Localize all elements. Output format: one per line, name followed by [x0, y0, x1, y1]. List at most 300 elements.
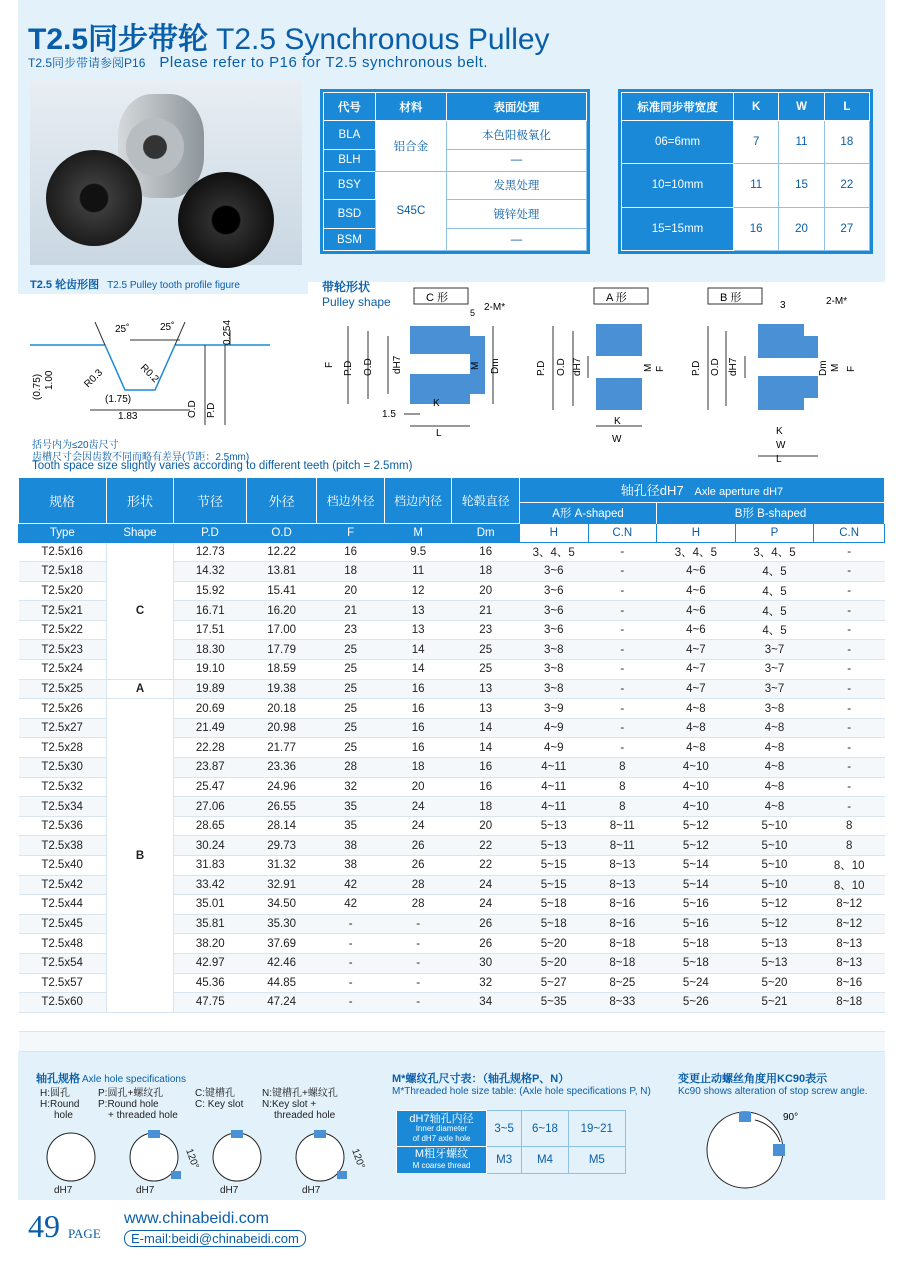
spec-cell: 3~8 [735, 699, 814, 719]
spec-cell: T2.5x60 [19, 993, 107, 1013]
spec-cell: 8~18 [588, 934, 657, 954]
material-table [323, 92, 587, 251]
spec-cell: - [317, 914, 385, 934]
spec-cell: 21 [317, 601, 385, 621]
mat-material: 铝合金 [375, 121, 446, 172]
spec-cell: 15.41 [246, 581, 317, 601]
spec-cell: 8~18 [588, 953, 657, 973]
tooth-note-en: Tooth space size slightly varies according to different teeth (pitch = 2.5mm) [32, 460, 413, 472]
mat-treatment: — [446, 229, 586, 251]
col-m-en: M [384, 523, 452, 542]
spec-cell: T2.5x24 [19, 660, 107, 680]
thread-cell: M3 [487, 1147, 522, 1174]
spec-cell: 32.91 [246, 875, 317, 895]
col-dm: 轮毂直径 [452, 478, 520, 523]
spec-cell: 21.49 [174, 718, 247, 738]
spec-cell: 4~10 [657, 797, 736, 817]
spec-cell: - [588, 542, 657, 562]
bw-header: K [734, 93, 779, 121]
spec-cell: - [384, 934, 452, 954]
spec-cell: 8~16 [588, 914, 657, 934]
spec-cell: 8~12 [814, 914, 885, 934]
spec-cell: 13 [384, 620, 452, 640]
spec-cell: 13 [384, 601, 452, 621]
spec-cell: T2.5x32 [19, 777, 107, 797]
axle-c-label: C:键槽孔 C: Key slot [195, 1088, 244, 1110]
spec-cell: 16 [452, 758, 520, 778]
spec-cell: 5~13 [519, 836, 588, 856]
thread-cell: M4 [522, 1147, 568, 1174]
spec-cell: 19.38 [246, 679, 317, 699]
svg-text:O.D: O.D [710, 358, 721, 376]
spec-cell: 3~6 [519, 562, 588, 582]
svg-text:W: W [612, 434, 622, 445]
dim-0254: 0.254 [222, 319, 233, 345]
col-b-p: P [735, 523, 814, 542]
spec-cell: 3、4、5 [519, 542, 588, 562]
spec-cell: 17.00 [246, 620, 317, 640]
spec-cell: 45.36 [174, 973, 247, 993]
spec-cell: 30.24 [174, 836, 247, 856]
col-pd-en: P.D [174, 523, 247, 542]
spec-cell: 5~14 [657, 856, 736, 876]
mat-material: S45C [375, 171, 446, 250]
spec-cell: 28 [384, 895, 452, 915]
spec-cell: 35.81 [174, 914, 247, 934]
spec-cell: 16 [384, 679, 452, 699]
footer [28, 1208, 299, 1246]
spec-cell: 29.73 [246, 836, 317, 856]
spec-cell: 16 [384, 699, 452, 719]
axle-h-label: H:圆孔 H:Round hole [40, 1088, 80, 1121]
spec-cell: 32 [317, 777, 385, 797]
spec-cell: T2.5x21 [19, 601, 107, 621]
spec-cell: T2.5x48 [19, 934, 107, 954]
spec-cell: 4~7 [657, 660, 736, 680]
bw-width: 10=10mm [622, 164, 734, 207]
spec-cell: 16.71 [174, 601, 247, 621]
spec-cell: 4~6 [657, 620, 736, 640]
col-pd: 节径 [174, 478, 247, 523]
spec-cell: - [588, 699, 657, 719]
spec-cell: 19.10 [174, 660, 247, 680]
spec-cell: 8、10 [814, 856, 885, 876]
spec-cell: 4~10 [657, 758, 736, 778]
spec-cell: 21 [452, 601, 520, 621]
spec-cell: 11 [384, 562, 452, 582]
spec-cell: T2.5x38 [19, 836, 107, 856]
page-subtitle: T2.5同步带请参阅P16 Please refer to P16 for T2.5 synchronous belt. [28, 54, 489, 71]
spec-cell: - [814, 542, 885, 562]
spec-cell: 22 [452, 836, 520, 856]
black-pulley-image [46, 150, 142, 246]
spec-cell: 4~6 [657, 562, 736, 582]
spec-cell: 5~16 [657, 914, 736, 934]
spec-cell: - [814, 581, 885, 601]
pulley-shape-heading: 带轮形状 Pulley shape [322, 280, 391, 309]
spec-cell: 5~12 [657, 816, 736, 836]
axle-p-label: P:圆孔+螺纹孔 P:Round hole + threaded hole [98, 1088, 178, 1121]
spec-cell: 5~16 [657, 895, 736, 915]
svg-text:dH7: dH7 [728, 357, 739, 376]
bw-header: 标准同步带宽度 [622, 93, 734, 121]
spec-cell: - [814, 620, 885, 640]
website-link[interactable]: www.chinabeidi.com [124, 1210, 269, 1227]
spec-cell: T2.5x45 [19, 914, 107, 934]
key-slot-threaded-hole-icon [296, 1133, 344, 1181]
spec-cell: 25 [317, 738, 385, 758]
spec-cell: 23 [452, 620, 520, 640]
spec-cell: T2.5x36 [19, 816, 107, 836]
spec-cell: - [588, 601, 657, 621]
spec-cell: - [588, 738, 657, 758]
spec-cell: 4~8 [735, 718, 814, 738]
thread-row1-label: dH7轴孔内径 Inner diameter of dH7 axle hole [397, 1111, 487, 1147]
spec-cell: T2.5x26 [19, 699, 107, 719]
spec-cell: 5~20 [735, 973, 814, 993]
svg-text:2-M*: 2-M* [826, 296, 848, 307]
spec-cell: 5~12 [735, 895, 814, 915]
spec-cell: 13 [452, 679, 520, 699]
spec-cell: - [384, 973, 452, 993]
spec-cell: - [588, 562, 657, 582]
spec-cell: - [384, 953, 452, 973]
spec-cell: 25 [317, 718, 385, 738]
spec-cell: 4~8 [657, 699, 736, 719]
svg-text:dH7: dH7 [54, 1185, 73, 1196]
spec-cell: 5~10 [735, 856, 814, 876]
spec-cell: 20.98 [246, 718, 317, 738]
svg-text:M: M [643, 363, 654, 372]
thread-cell: M5 [568, 1147, 625, 1174]
spec-cell: 3~6 [519, 581, 588, 601]
svg-text:dH7: dH7 [572, 357, 583, 376]
mat-treatment: 本色阳极氧化 [446, 121, 586, 150]
round-hole-icon [47, 1133, 95, 1181]
b-shape-label: B 形 [720, 292, 742, 304]
spec-cell: - [384, 914, 452, 934]
spec-cell: T2.5x57 [19, 973, 107, 993]
spec-cell: 12.73 [174, 542, 247, 562]
bw-header: L [824, 93, 869, 121]
dim-175: (1.75) [105, 394, 132, 405]
spec-shape-cell: A [106, 679, 174, 699]
spec-cell: 25 [452, 660, 520, 680]
bw-header: W [779, 93, 824, 121]
axle-hole-heading: 轴孔规格 Axle hole specifications [36, 1073, 186, 1085]
spec-cell: 35.01 [174, 895, 247, 915]
svg-text:P.D: P.D [536, 360, 547, 376]
c-shape-drawing [324, 302, 505, 439]
spec-cell: 42 [317, 895, 385, 915]
spec-cell: 25.47 [174, 777, 247, 797]
spec-cell: - [588, 620, 657, 640]
spec-cell: 27.06 [174, 797, 247, 817]
round-threaded-hole-icon [130, 1133, 178, 1181]
col-b-group: B形 B-shaped [657, 502, 885, 523]
spec-cell: 26 [384, 836, 452, 856]
svg-text:5: 5 [470, 308, 476, 318]
spec-cell: 8~13 [588, 875, 657, 895]
spec-cell: 4、5 [735, 562, 814, 582]
black-pulley-image-2 [178, 172, 274, 268]
col-shape-en: Shape [106, 523, 174, 542]
spec-cell: 37.69 [246, 934, 317, 954]
beltwidth-table [621, 92, 870, 251]
material-table-frame [320, 89, 590, 254]
thread-cell: 19~21 [568, 1111, 625, 1147]
bw-cell: 22 [824, 164, 869, 207]
spec-cell: 12 [384, 581, 452, 601]
tooth-profile-diagram [30, 300, 310, 430]
spec-cell: T2.5x54 [19, 953, 107, 973]
spec-cell: 4~7 [657, 640, 736, 660]
spec-cell: 4~11 [519, 797, 588, 817]
spec-cell: 5~35 [519, 993, 588, 1013]
mat-header-material: 材料 [375, 93, 446, 121]
spec-cell: 20.18 [246, 699, 317, 719]
spec-cell: 3~7 [735, 679, 814, 699]
svg-text:W: W [776, 440, 786, 451]
spec-cell: 47.24 [246, 993, 317, 1013]
bw-cell: 7 [734, 121, 779, 164]
spec-cell: 16 [384, 738, 452, 758]
spec-cell: 8 [588, 777, 657, 797]
spec-cell: 8~11 [588, 816, 657, 836]
spec-cell: 17.51 [174, 620, 247, 640]
spec-cell: 4~8 [735, 738, 814, 758]
spec-cell: 3~8 [519, 679, 588, 699]
spec-cell: - [814, 601, 885, 621]
spec-cell: 28.65 [174, 816, 247, 836]
spec-cell: 24 [452, 895, 520, 915]
bw-width: 06=6mm [622, 121, 734, 164]
mat-header-code: 代号 [324, 93, 376, 121]
spec-cell: 4~6 [657, 601, 736, 621]
spec-cell: 20 [317, 581, 385, 601]
spec-cell: 14 [452, 738, 520, 758]
spec-cell: 4~8 [735, 797, 814, 817]
svg-text:L: L [436, 428, 442, 439]
spec-cell: 3~6 [519, 601, 588, 621]
spec-cell: T2.5x22 [19, 620, 107, 640]
thread-heading: M*螺纹孔尺寸表：（轴孔规格P、N） M*Threaded hole size table: (Axle hole specifications P, N) [392, 1073, 651, 1097]
spec-cell: 16 [452, 777, 520, 797]
spec-cell: 3、4、5 [657, 542, 736, 562]
svg-text:K: K [614, 416, 621, 427]
thread-table [396, 1110, 626, 1174]
col-od: 外径 [246, 478, 317, 523]
col-type: 规格 [19, 478, 107, 523]
bw-width: 15=15mm [622, 207, 734, 250]
spec-cell: 5~12 [735, 914, 814, 934]
spec-cell: 18 [317, 562, 385, 582]
dim-100: 1.00 [44, 370, 55, 390]
spec-cell: 4~7 [657, 679, 736, 699]
tooth-note-cn-1: 括号内为≤20齿尺寸 [32, 440, 119, 451]
col-a-group: A形 A-shaped [519, 502, 656, 523]
spec-cell: 23 [317, 620, 385, 640]
col-b-h: H [657, 523, 736, 542]
svg-text:dH7: dH7 [220, 1185, 239, 1196]
spec-cell: 4~10 [657, 777, 736, 797]
spec-cell: 19.89 [174, 679, 247, 699]
spec-cell: T2.5x30 [19, 758, 107, 778]
spec-cell: 8~18 [814, 993, 885, 1013]
col-b-cn: C.N [814, 523, 885, 542]
spec-cell: T2.5x25 [19, 679, 107, 699]
spec-cell: 25 [317, 640, 385, 660]
spec-cell: 3~9 [519, 699, 588, 719]
spec-cell: 35 [317, 816, 385, 836]
spec-cell: 38 [317, 856, 385, 876]
spec-cell: 21.77 [246, 738, 317, 758]
spec-cell: 14 [384, 660, 452, 680]
tooth-note-cn-2: 齿槽尺寸会因齿数不同而略有差异(节距：2.5mm) [32, 452, 250, 463]
spec-cell: 5~13 [519, 816, 588, 836]
svg-text:Dm: Dm [818, 360, 829, 376]
spec-cell: 18 [452, 562, 520, 582]
svg-text:F: F [846, 365, 857, 372]
spec-cell: 8 [588, 797, 657, 817]
dim-od: O.D [187, 400, 198, 418]
spec-cell: 5~18 [657, 953, 736, 973]
spec-cell: 16 [317, 542, 385, 562]
spec-cell: T2.5x27 [19, 718, 107, 738]
mat-code: BLH [324, 149, 376, 171]
spec-cell: 25 [452, 640, 520, 660]
spec-cell: T2.5x42 [19, 875, 107, 895]
spec-cell: 5~10 [735, 836, 814, 856]
pulley-shape-diagrams [318, 286, 878, 466]
spec-cell: 18 [384, 758, 452, 778]
spec-cell: 5~14 [657, 875, 736, 895]
svg-text:M: M [470, 361, 481, 370]
spec-cell: 23.36 [246, 758, 317, 778]
spec-cell: - [317, 934, 385, 954]
a-shape-label: A 形 [606, 292, 627, 304]
col-axle-group: 轴孔径dH7 Axle aperture dH7 [519, 478, 884, 502]
svg-text:M: M [830, 363, 841, 372]
spec-shape-cell: C [106, 542, 174, 679]
spec-cell: 5~15 [519, 856, 588, 876]
page-number: 49 [28, 1208, 60, 1244]
c-shape-label: C 形 [426, 292, 448, 304]
spec-cell: 3、4、5 [735, 542, 814, 562]
spec-cell: 4~9 [519, 738, 588, 758]
spec-cell: 8~16 [588, 895, 657, 915]
spec-cell: T2.5x44 [19, 895, 107, 915]
svg-text:dH7: dH7 [302, 1185, 321, 1196]
spec-cell: 5~10 [735, 816, 814, 836]
col-f-en: F [317, 523, 385, 542]
spec-cell: T2.5x23 [19, 640, 107, 660]
dim-075: (0.75) [32, 373, 43, 400]
svg-text:O.D: O.D [363, 358, 374, 376]
svg-text:O.D: O.D [556, 358, 567, 376]
svg-text:dH7: dH7 [392, 355, 403, 374]
axle-hole-diagrams [36, 1125, 367, 1200]
col-f: 档边外径 [317, 478, 385, 523]
spec-cell: 8 [814, 836, 885, 856]
spec-cell: - [384, 993, 452, 1013]
spec-cell: 28.14 [246, 816, 317, 836]
bw-cell: 16 [734, 207, 779, 250]
svg-text:1.5: 1.5 [382, 409, 396, 420]
spec-cell: 5~20 [519, 953, 588, 973]
spec-cell: 24 [452, 875, 520, 895]
spec-cell: 5~18 [657, 934, 736, 954]
spec-cell: 20 [452, 816, 520, 836]
kc90-diagram [700, 1100, 820, 1195]
spec-cell: 38 [317, 836, 385, 856]
spec-cell: 5~21 [735, 993, 814, 1013]
spec-cell: - [814, 640, 885, 660]
svg-text:P.D: P.D [691, 360, 702, 376]
spec-cell: 28 [317, 758, 385, 778]
mat-code: BLA [324, 121, 376, 150]
svg-text:3: 3 [780, 300, 786, 311]
spec-cell: 31.83 [174, 856, 247, 876]
spec-cell: T2.5x34 [19, 797, 107, 817]
spec-cell: 5~18 [519, 895, 588, 915]
spec-cell: 26 [452, 934, 520, 954]
spec-cell: 17.79 [246, 640, 317, 660]
col-a-cn: C.N [588, 523, 657, 542]
spec-cell: 5~26 [657, 993, 736, 1013]
key-slot-hole-icon [213, 1133, 261, 1181]
spec-row [19, 699, 885, 719]
spec-cell: 42 [317, 875, 385, 895]
spec-cell: 4~11 [519, 758, 588, 778]
page-word: PAGE [68, 1226, 101, 1241]
bw-cell: 18 [824, 121, 869, 164]
spec-table [18, 478, 885, 1052]
svg-text:dH7: dH7 [136, 1185, 155, 1196]
spec-cell: 5~13 [735, 953, 814, 973]
dim-183: 1.83 [118, 411, 138, 422]
svg-text:2-M*: 2-M* [484, 302, 506, 313]
spec-cell: 5~24 [657, 973, 736, 993]
spec-cell: 5~13 [735, 934, 814, 954]
spec-cell: T2.5x20 [19, 581, 107, 601]
spec-shape-cell: B [106, 699, 174, 1013]
mat-treatment: 镀锌处理 [446, 200, 586, 229]
spec-cell: 4、5 [735, 601, 814, 621]
bw-cell: 20 [779, 207, 824, 250]
spec-cell: 8~12 [814, 895, 885, 915]
spec-cell: - [588, 581, 657, 601]
mat-code: BSD [324, 200, 376, 229]
thread-cell: 6~18 [522, 1111, 568, 1147]
spec-cell: 4、5 [735, 581, 814, 601]
spec-cell: 8~33 [588, 993, 657, 1013]
bw-cell: 11 [734, 164, 779, 207]
mat-code: BSY [324, 171, 376, 200]
svg-text:F: F [324, 361, 335, 368]
spec-cell: 8~13 [814, 953, 885, 973]
spec-cell: 5~20 [519, 934, 588, 954]
spec-cell: 24 [384, 816, 452, 836]
spec-cell: 32 [452, 973, 520, 993]
spec-cell: - [814, 660, 885, 680]
email-link[interactable]: E-mail:beidi@chinabeidi.com [124, 1230, 306, 1247]
spec-cell: 5~15 [519, 875, 588, 895]
spec-cell: 4~8 [657, 718, 736, 738]
dim-r03: R0.3 [82, 367, 106, 391]
spec-cell: - [814, 758, 885, 778]
spec-cell: 4~8 [735, 758, 814, 778]
